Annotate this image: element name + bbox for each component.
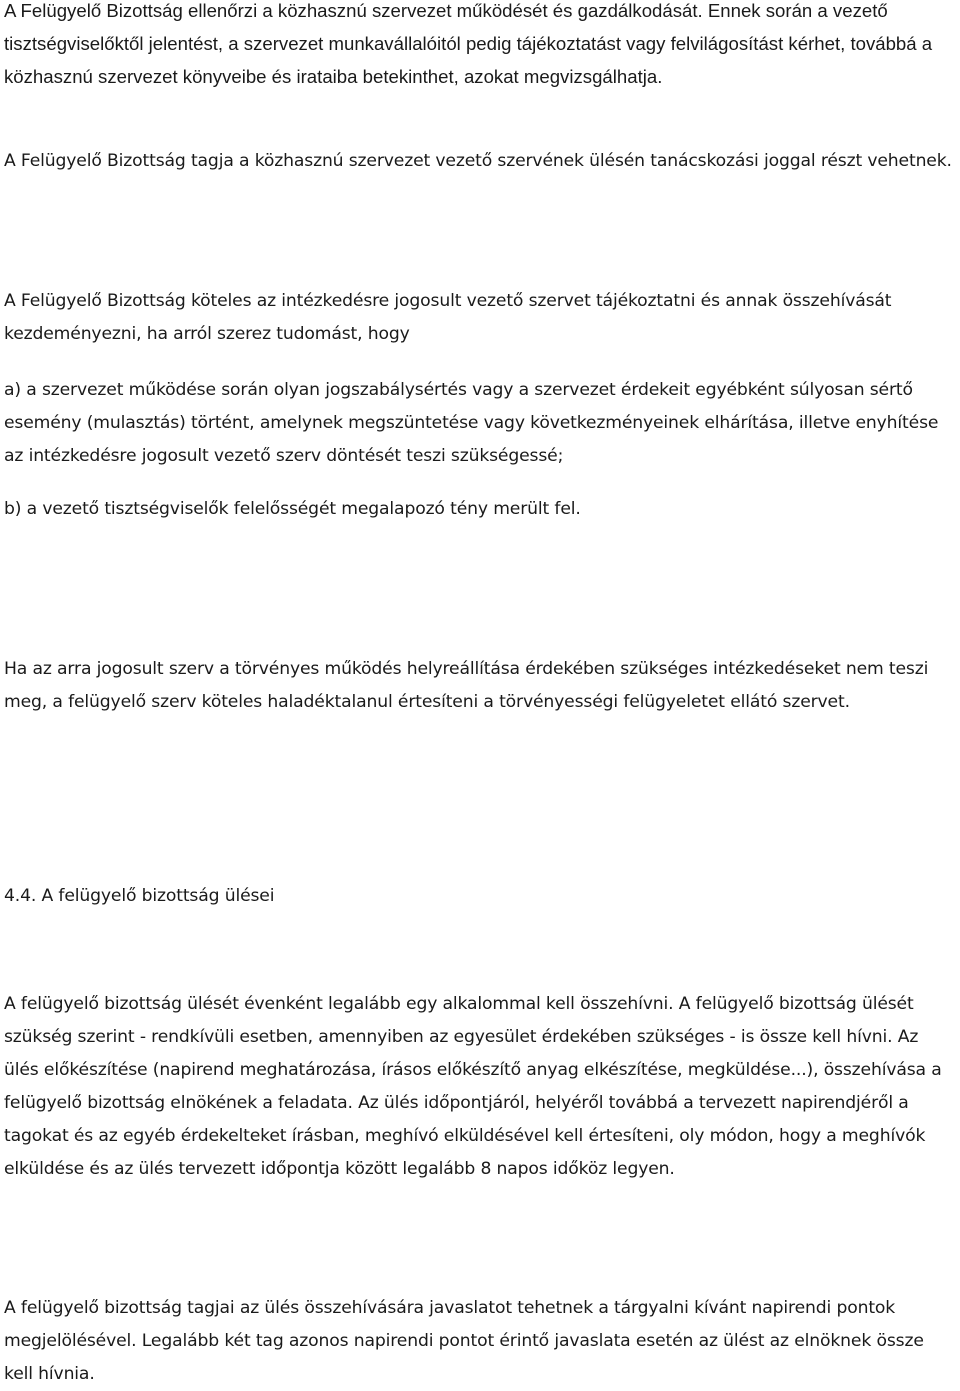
section-heading-meetings: 4.4. A felügyelő bizottság ülései: [4, 886, 275, 906]
paragraph-agenda-proposals: A felügyelő bizottság tagjai az ülés összehívására javaslatot tehetnek a tárgyalni kívánt napirendi pontok megjelölésével. Legalább két tag azonos napirendi pontot érintő javaslata esetén az ülést az elnöknek össze kell hívnia.: [4, 1298, 924, 1384]
paragraph-condition-b: b) a vezető tisztségviselők felelősségét megalapozó tény merült fel.: [4, 499, 581, 519]
paragraph-notification-duty: A Felügyelő Bizottság köteles az intézkedésre jogosult vezető szervet tájékoztatni és annak összehívását kezdeményezni, ha arról szerez tudomást, hogy: [4, 291, 892, 344]
paragraph-condition-a: a) a szervezet működése során olyan jogszabálysértés vagy a szervezet érdekeit egyébként súlyosan sértő esemény (mulasztás) történt, amelynek megszüntetése vagy következményeinek elhárítása, illetve enyhítése az intézkedésre jogosult vezető szerv döntését teszi szükségessé;: [4, 380, 939, 466]
paragraph-supervisory-powers: A Felügyelő Bizottság ellenőrzi a közhasznú szervezet működését és gazdálkodását. Ennek során a vezető tisztségviselőktől jelentést, a szervezet munkavállalóitól pedig tájékoztatást vagy felvilágosítást kérhet, továbbá a közhasznú szervezet könyveibe és irataiba betekinthet, azokat megvizsgálhatja.: [4, 0, 933, 87]
paragraph-meeting-participation: A Felügyelő Bizottság tagja a közhasznú szervezet vezető szervének ülésén tanácskozási joggal részt vehetnek.: [4, 151, 952, 171]
paragraph-legal-oversight: Ha az arra jogosult szerv a törvényes működés helyreállítása érdekében szükséges intézkedéseket nem teszi meg, a felügyelő szerv köteles haladéktalanul értesíteni a törvényességi felügyeletet ellátó szervet.: [4, 659, 929, 712]
paragraph-meeting-rules: A felügyelő bizottság ülését évenként legalább egy alkalommal kell összehívni. A felügyelő bizottság ülését szükség szerint - rendkívüli esetben, amennyiben az egyesület érdekében szükséges - is össze kell hívni. Az ülés előkészítése (napirend meghatározása, írásos előkészítő anyag elkészítése, megküldése...), összehívása a felügyelő bizottság elnökének a feladata. Az ülés időpontjáról, helyéről továbbá a tervezett napirendjéről a tagokat és az egyéb érdekelteket írásban, meghívó elküldésével kell értesíteni, oly módon, hogy a meghívók elküldése és az ülés tervezett időpontja között legalább 8 napos időköz legyen.: [4, 994, 942, 1179]
